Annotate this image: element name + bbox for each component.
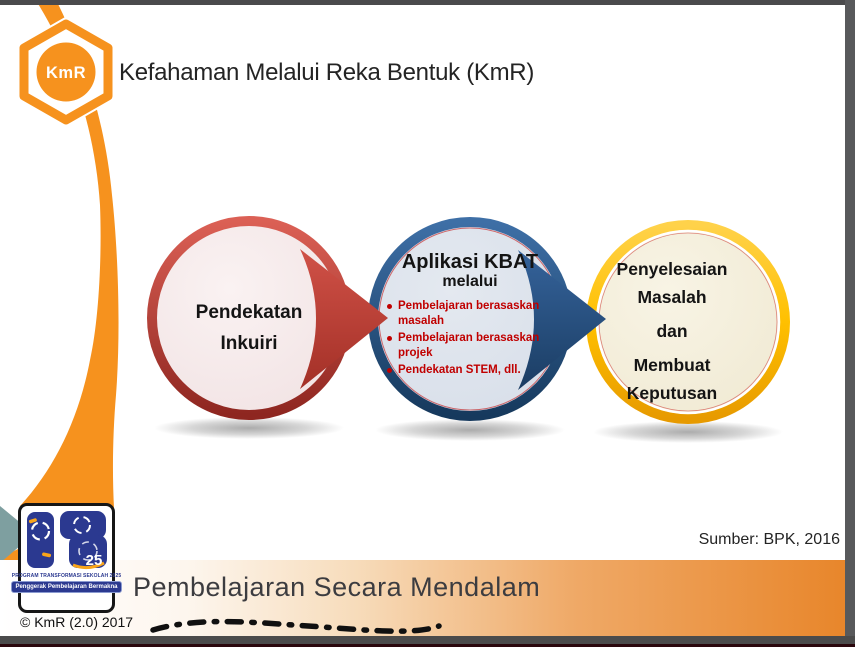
window-right-border: [845, 0, 855, 647]
bullet-item: Pendekatan STEM, dll.: [386, 363, 548, 378]
source-note: Sumber: BPK, 2016: [698, 531, 840, 548]
window-bottom-border: [0, 636, 855, 644]
kmr-hexagon-badge: [10, 14, 122, 130]
ts25-tagline: Penggerak Pembelajaran Bermakna: [11, 581, 121, 593]
bullet-item: Pembelajaran berasaskan masalah: [386, 299, 548, 328]
bullet-item: Pembelajaran berasaskan projek: [386, 331, 548, 360]
kbat-bullet-list: [386, 299, 548, 381]
label-line: Pendekatan: [195, 302, 303, 323]
shadow: [154, 417, 344, 439]
shadow: [375, 419, 565, 441]
window-top-border: [0, 0, 855, 5]
label-line: Aplikasi KBAT: [401, 251, 539, 273]
copyright-note: © KmR (2.0) 2017: [20, 614, 134, 630]
banner-text: Pembelajaran Secara Mendalam: [133, 572, 541, 602]
label-line: Penyelesaian Masalah: [616, 259, 728, 307]
label-line: melalui: [442, 273, 498, 290]
badge-label: KmR: [45, 64, 87, 82]
label-line: Inkuiri: [220, 333, 278, 354]
node-kbat-label: [375, 251, 565, 291]
node-inkuiri-label: [149, 297, 349, 359]
ts25-logo: [11, 503, 122, 613]
ts25-logo-art: [24, 509, 110, 571]
slide-title: Kefahaman Melalui Reka Bentuk (KmR): [119, 59, 535, 86]
label-line: dan: [656, 321, 688, 341]
ts25-program-line: PROGRAM TRANSFORMASI SEKOLAH 2025: [11, 573, 122, 579]
node-penyelesaian-label: [592, 255, 752, 407]
ts25-number: 25: [85, 552, 102, 569]
shadow: [593, 421, 783, 443]
label-line: Membuat Keputusan: [626, 355, 718, 403]
